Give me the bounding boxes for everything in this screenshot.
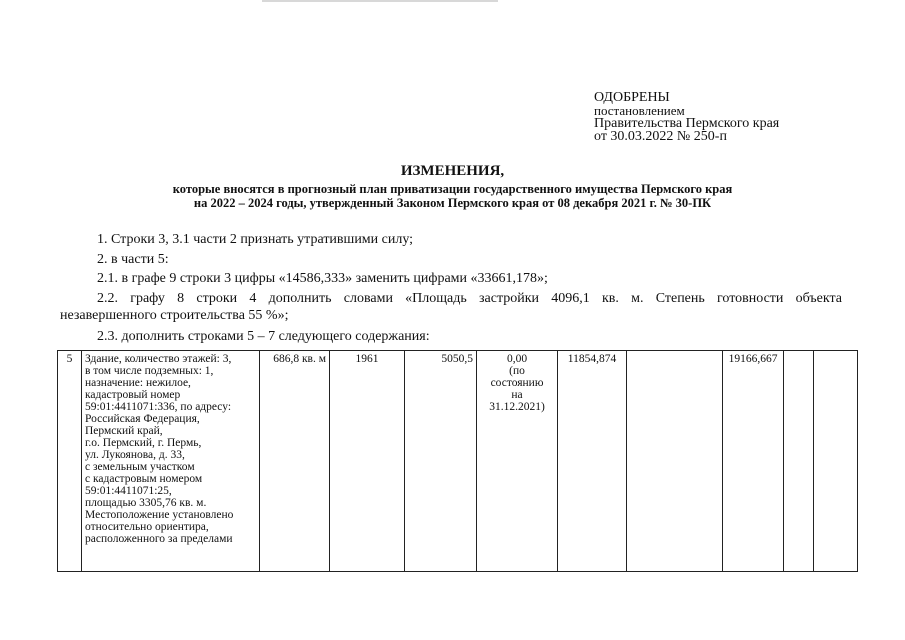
price-1-cell: 11854,874: [558, 351, 627, 572]
wear-line: состоянию: [490, 377, 544, 389]
item-2-2-continued: незавершенного строительства 55 %»;: [60, 308, 289, 323]
row-number: 5: [58, 351, 82, 572]
item-2-3: 2.3. дополнить строками 5 – 7 следующего содержания:: [97, 329, 430, 344]
item-2: 2. в части 5:: [97, 252, 169, 267]
description-line: расположенного за пределами: [85, 533, 233, 545]
empty-cell: [784, 351, 814, 572]
item-2-2: 2.2. графу 8 строки 4 дополнить словами «Площадь застройки 4096,1 кв. м. Степень готовности объекта: [97, 291, 842, 306]
description-line: площадью 3305,76 кв. м.: [85, 497, 207, 509]
description-line: с земельным участком: [85, 461, 195, 473]
year-cell: 1961: [330, 351, 405, 572]
wear-line: на: [511, 389, 523, 401]
description-line: Российская Федерация,: [85, 413, 200, 425]
wear-cell: [477, 351, 558, 572]
document-title: ИЗМЕНЕНИЯ,: [400, 163, 505, 179]
approval-line: Правительства Пермского края: [594, 116, 780, 131]
description-line: с кадастровым номером: [85, 473, 203, 485]
wear-line: 0,00: [506, 353, 528, 365]
description-line: Здание, количество этажей: 3,: [85, 353, 232, 365]
price-2-cell: 19166,667: [723, 351, 784, 572]
description-line: ул. Лукоянова, д. 33,: [85, 449, 185, 461]
description-line: назначение: нежилое,: [85, 377, 191, 389]
approval-heading: ОДОБРЕНЫ: [594, 90, 670, 105]
description-line: относительно ориентира,: [85, 521, 209, 533]
document-subtitle: [0, 182, 905, 210]
value-cell: 5050,5: [405, 351, 477, 572]
description-line: в том числе подземных: 1,: [85, 365, 214, 377]
description-line: кадастровый номер: [85, 389, 181, 401]
wear-line: (по: [509, 365, 525, 377]
description-line: Местоположение установлено: [85, 509, 234, 521]
subtitle-line: которые вносятся в прогнозный план приватизации государственного имущества Пермского края: [172, 182, 733, 196]
empty-cell: [627, 351, 723, 572]
item-2-1: 2.1. в графе 9 строки 3 цифры «14586,333» заменить цифрами «33661,178»;: [97, 271, 548, 286]
amendment-table: [57, 350, 858, 572]
subtitle-line: на 2022 – 2024 годы, утвержденный Законом Пермского края от 08 декабря 2021 г. № 30-ПК: [193, 196, 712, 210]
approval-line: от 30.03.2022 № 250-п: [594, 129, 727, 144]
scan-artifact-line: [262, 0, 498, 2]
table-row: [58, 351, 858, 572]
description-line: Пермский край,: [85, 425, 163, 437]
wear-line: 31.12.2021): [489, 401, 545, 413]
area-cell: 686,8 кв. м: [260, 351, 330, 572]
item-1: 1. Строки 3, 3.1 части 2 признать утратившими силу;: [97, 232, 414, 247]
object-description: [82, 351, 260, 572]
description-line: г.о. Пермский, г. Пермь,: [85, 437, 202, 449]
description-line: 59:01:4411071:25,: [85, 485, 172, 497]
description-line: 59:01:4411071:336, по адресу:: [85, 401, 232, 413]
empty-cell: [814, 351, 858, 572]
approval-block: [594, 91, 779, 143]
approval-line: постановлением: [594, 103, 685, 118]
